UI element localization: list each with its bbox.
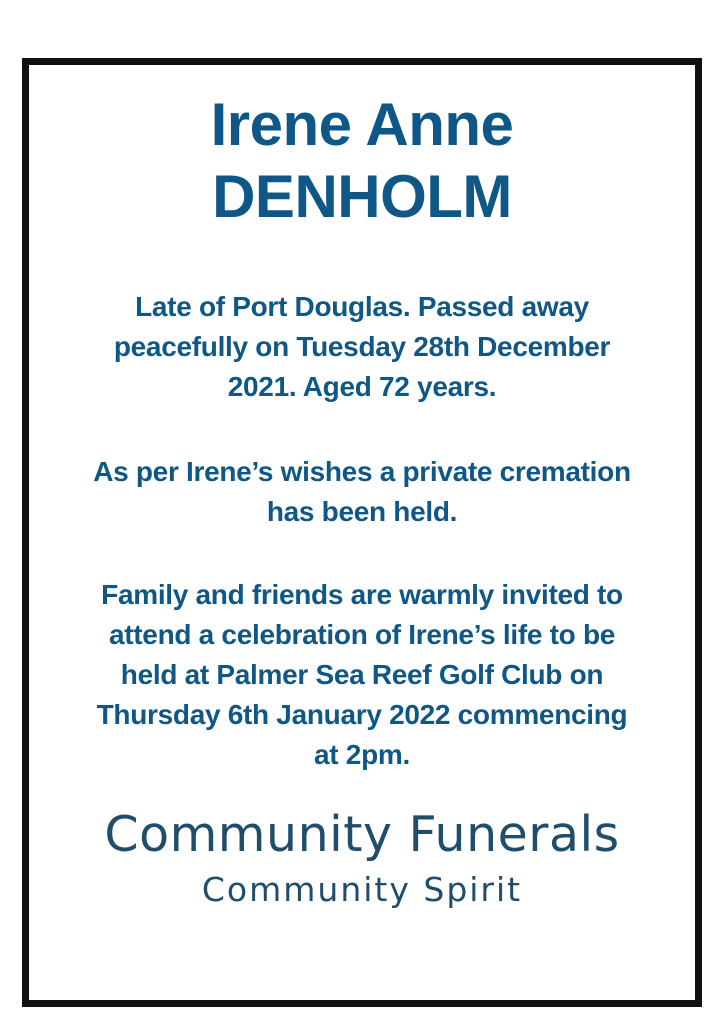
paragraph-line: has been held. xyxy=(266,496,458,527)
surname: DENHOLM xyxy=(212,163,512,230)
paragraph-line: held at Palmer Sea Reef Golf Club on xyxy=(120,659,604,690)
logo-tagline: Community Spirit xyxy=(201,870,523,909)
cremation-paragraph xyxy=(35,452,689,532)
notice-frame xyxy=(22,58,702,1007)
paragraph-line: peacefully on Tuesday 28th December xyxy=(113,331,611,362)
paragraph-line: Late of Port Douglas. Passed away xyxy=(135,291,589,322)
deceased-name xyxy=(29,89,695,233)
paragraph-line: attend a celebration of Irene’s life to be xyxy=(108,619,616,650)
paragraph-line: Thursday 6th January 2022 commencing xyxy=(96,699,628,730)
paragraph-line: 2021. Aged 72 years. xyxy=(227,371,497,402)
logo-title: Community Funerals xyxy=(104,806,620,863)
community-funerals-logo xyxy=(29,805,695,911)
paragraph-line: at 2pm. xyxy=(314,739,410,770)
paragraph-line: As per Irene’s wishes a private cremation xyxy=(93,456,631,487)
first-names: Irene Anne xyxy=(210,91,514,158)
paragraph-line: Family and friends are warmly invited to xyxy=(101,579,623,610)
celebration-paragraph xyxy=(35,575,689,775)
death-details-paragraph xyxy=(35,287,689,407)
